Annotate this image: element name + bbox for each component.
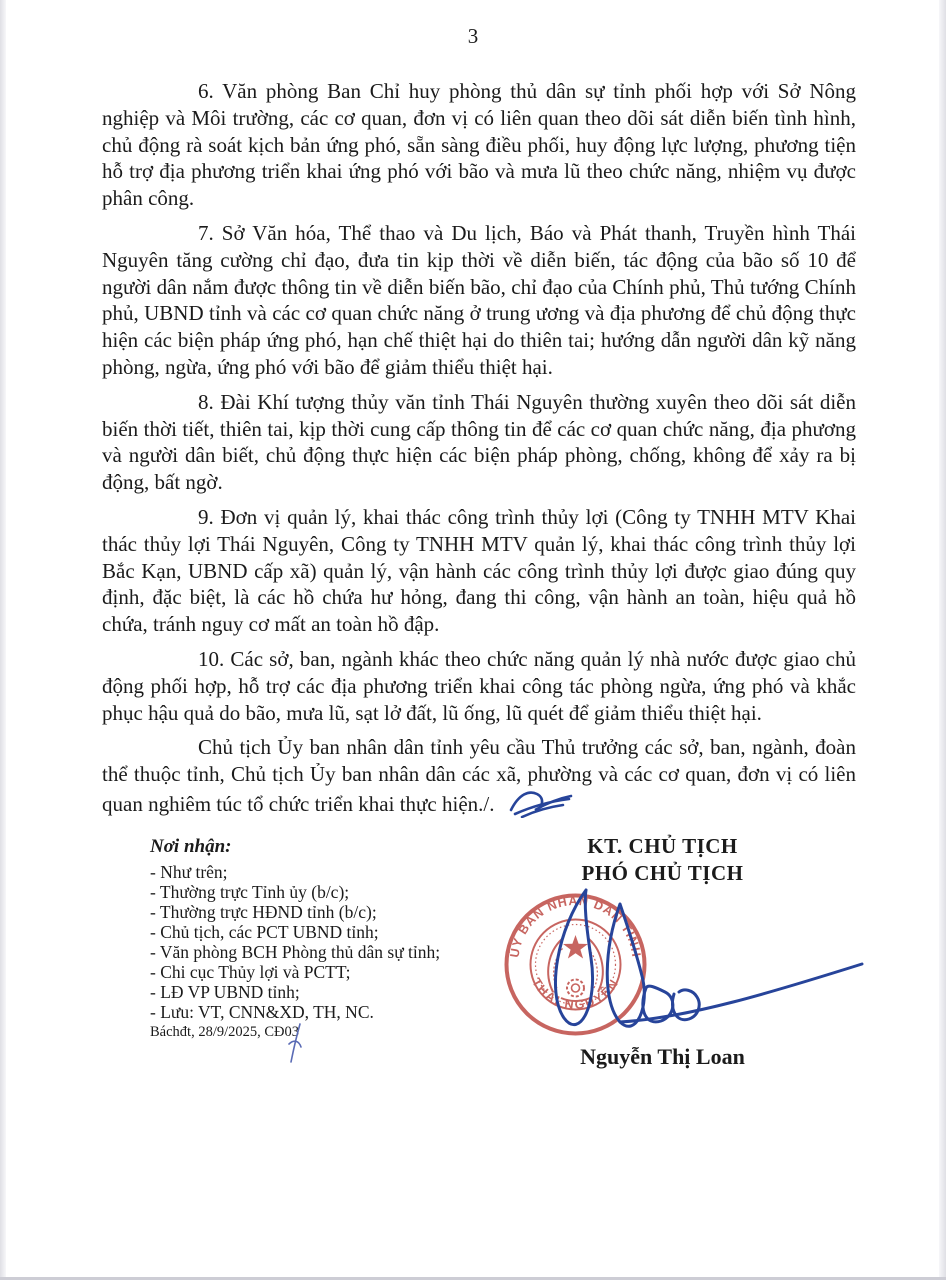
recipients-heading: Nơi nhận:	[150, 836, 232, 857]
document-body	[102, 78, 856, 818]
clerk-note-text: Báchđt, 28/9/2025, CĐ03	[150, 1024, 300, 1040]
paragraph-10: 10. Các sở, ban, ngành khác theo chức năng quản lý nhà nước được giao chủ động phối hợp, hỗ trợ các địa phương triển khai công tác phòng ngừa, ứng phó và khắc phục hậu quả do bão, mưa lũ, sạt lở đất, lũ ống, lũ quét để giảm thiểu thiệt hại.	[102, 646, 856, 725]
recipients-block	[150, 836, 480, 1041]
recipient-item: - Chủ tịch, các PCT UBND tỉnh;	[150, 922, 379, 942]
paragraph-7: 7. Sở Văn hóa, Thể thao và Du lịch, Báo và Phát thanh, Truyền hình Thái Nguyên tăng cường chỉ đạo, đưa tin kịp thời về diễn biến, tác động của bão số 10 để người dân nắm được thông tin về diễn biến bão, chỉ đạo của Chính phủ, Thủ tướng Chính phủ, UBND tỉnh và các cơ quan chức năng ở trung ương và địa phương để chủ động thực hiện các biện pháp ứng phó, hạn chế thiệt hại do thiên tai; hướng dẫn người dân kỹ năng phòng, ngừa, ứng phó với bão để giảm thiểu thiệt hại.	[102, 220, 856, 379]
seal-text-top: ỦY BAN NHÂN DÂN TỈNH	[507, 893, 644, 959]
page-edge-left	[0, 0, 6, 1280]
recipient-item: - Như trên;	[150, 862, 228, 882]
paragraph-8: 8. Đài Khí tượng thủy văn tỉnh Thái Nguyên thường xuyên theo dõi sát diễn biến thời tiết, thiên tai, kịp thời cung cấp thông tin để các cơ quan chức năng, địa phương và người dân biết, chủ động thực hiện các biện pháp phòng, chống, không để xảy ra bị động, bất ngờ.	[102, 389, 856, 495]
recipient-item: - Lưu: VT, CNN&XD, TH, NC.	[150, 1002, 374, 1022]
page-number: 3	[467, 24, 479, 48]
clerk-tick-ink	[286, 1022, 306, 1064]
recipient-item: - Thường trực Tỉnh ủy (b/c);	[150, 882, 350, 902]
signer-name: Nguyễn Thị Loan	[580, 1044, 745, 1069]
clerk-note	[150, 1024, 480, 1041]
signature-title-line1: KT. CHỦ TỊCH	[587, 834, 738, 858]
recipient-item: - Thường trực HĐND tỉnh (b/c);	[150, 902, 377, 922]
closing-text: Chủ tịch Ủy ban nhân dân tỉnh yêu cầu Thủ trưởng các sở, ban, ngành, đoàn thể thuộc tỉnh, Chủ tịch Ủy ban nhân dân các xã, phường và các cơ quan, đơn vị có liên quan nghiêm túc tổ chức triển khai thực hiện./.	[102, 735, 856, 816]
recipient-item: - Văn phòng BCH Phòng thủ dân sự tỉnh;	[150, 942, 441, 962]
seal-text-bottom: THÁI NGUYÊN	[529, 975, 622, 1013]
paragraph-6: 6. Văn phòng Ban Chỉ huy phòng thủ dân sự tỉnh phối hợp với Sở Nông nghiệp và Môi trường, các cơ quan, đơn vị có liên quan theo dõi sát diễn biến tình hình, chủ động rà soát kịch bản ứng phó, sẵn sàng điều phối, huy động lực lượng, phương tiện hỗ trợ địa phương triển khai ứng phó với bão và mưa lũ theo chức năng, nhiệm vụ được phân công.	[102, 79, 856, 211]
recipient-item: - Chi cục Thủy lợi và PCTT;	[150, 962, 351, 982]
recipient-item: - LĐ VP UBND tỉnh;	[150, 982, 300, 1002]
handwritten-signature-ink	[528, 876, 873, 1046]
page-edge-right	[939, 0, 946, 1280]
initials-paraph-ink	[505, 788, 577, 818]
signature-title-line2: PHÓ CHỦ TỊCH	[581, 861, 744, 885]
closing-paragraph	[102, 734, 856, 818]
paragraph-9: 9. Đơn vị quản lý, khai thác công trình thủy lợi (Công ty TNHH MTV Khai thác thủy lợi Thái Nguyên, Công ty TNHH MTV quản lý, khai thác công trình thủy lợi Bắc Kạn, UBND cấp xã) quản lý, vận hành các công trình thủy lợi được giao đúng quy định, đặc biệt, là các hồ chứa hư hỏng, đang thi công, vận hành an toàn, hiệu quả hồ chứa, tránh nguy cơ mất an toàn hồ đập.	[102, 504, 856, 637]
